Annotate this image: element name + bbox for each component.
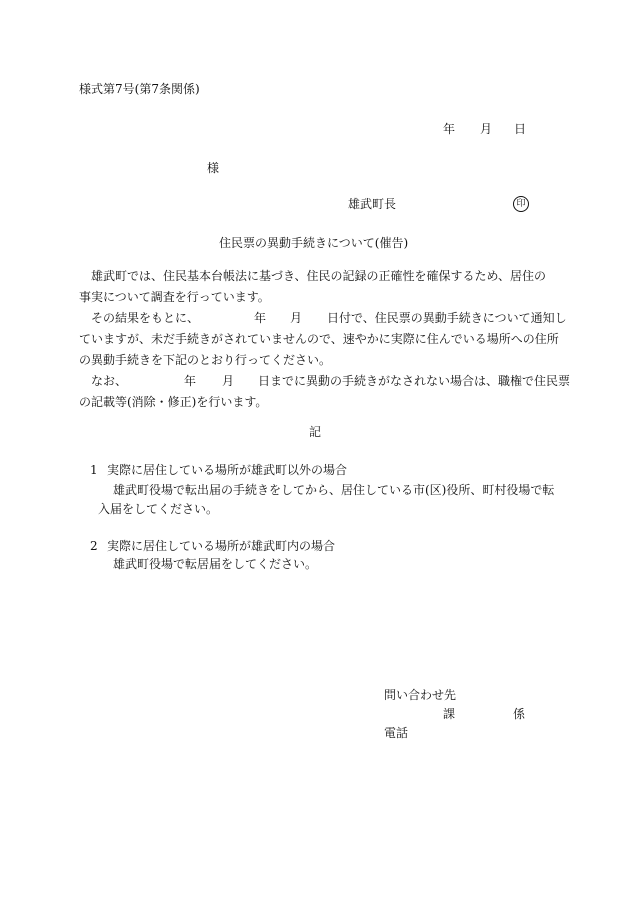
date-month: 月 — [480, 122, 493, 136]
body-paragraph-1 — [79, 266, 551, 308]
body-line: の異動手続きを下記のとおり行ってください。 — [79, 353, 332, 367]
item-2-body: 雄武町役場で転居届をしてください。 — [113, 557, 318, 571]
ki-heading: 記 — [309, 425, 322, 439]
contact-label: 問い合わせ先 — [384, 688, 457, 702]
body-paragraph-3 — [79, 371, 571, 413]
contact-section: 課 — [443, 707, 456, 721]
body-line: ていますが、未だ手続きがされていませんので、速やかに実際に住んでいる場所への住所 — [79, 332, 559, 346]
body-line: 雄武町では、住民基本台帳法に基づき、住民の記録の正確性を確保するため、居住の — [91, 269, 547, 283]
item-2-number: 2 — [90, 539, 98, 553]
body-blank-month: 月 — [222, 374, 235, 388]
seal-mark: 印 — [513, 196, 529, 212]
body-line: の記載等(消除・修正)を行います。 — [79, 395, 268, 409]
date-day: 日 — [514, 122, 527, 136]
item-1-body: 雄武町役場で転出届の手続きをしてから、居住している市(区)役所、町村役場で転 — [113, 483, 555, 497]
body-blank-month: 月 — [290, 311, 303, 325]
item-1-heading: 実際に居住している場所が雄武町以外の場合 — [107, 463, 348, 477]
body-text: なお、 — [91, 374, 128, 388]
body-blank-year: 年 — [184, 374, 197, 388]
date-year: 年 — [443, 122, 456, 136]
body-line — [79, 308, 567, 329]
addressee-suffix: 様 — [207, 161, 220, 175]
item-1-number: 1 — [90, 463, 98, 477]
body-paragraph-2 — [79, 308, 567, 371]
body-blank-year: 年 — [254, 311, 267, 325]
contact-phone: 電話 — [384, 726, 409, 740]
form-number: 様式第7号(第7条関係) — [79, 82, 200, 96]
sender-name: 雄武町長 — [348, 197, 397, 211]
body-line: 事実について調査を行っています。 — [79, 290, 270, 304]
body-text: 日までに異動の手続きがなされない場合は、職権で住民票 — [258, 374, 571, 388]
contact-staff: 係 — [513, 707, 526, 721]
item-1-body: 入届をしてください。 — [98, 502, 219, 516]
body-line — [79, 371, 571, 392]
item-2-heading: 実際に居住している場所が雄武町内の場合 — [107, 539, 336, 553]
document-title: 住民票の異動手続きについて(催告) — [219, 236, 409, 250]
body-text: その結果をもとに、 — [91, 311, 200, 325]
body-text: 日付で、住民票の異動手続きについて通知し — [327, 311, 567, 325]
